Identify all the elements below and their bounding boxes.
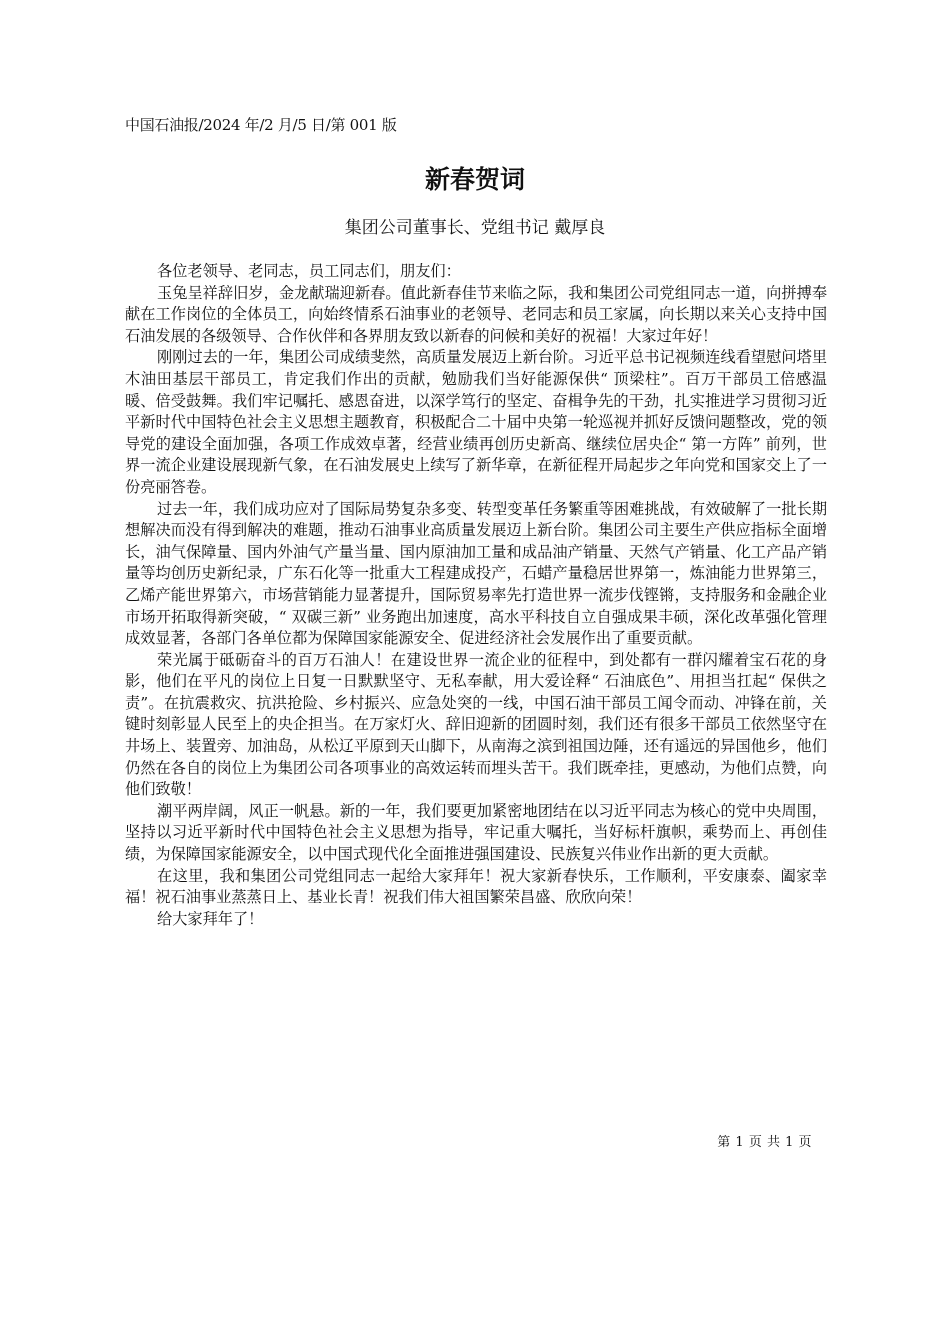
article-body xyxy=(125,261,827,930)
page-title: 新春贺词 xyxy=(424,165,525,194)
paragraph: 荣光属于砥砺奋斗的百万石油人！在建设世界一流企业的征程中，到处都有一群闪耀着宝石花的身影，他们在平凡的岗位上日复一日默默坚守、无私奉献，用大爱诠释“ 石油底色”、用担当扛起“ 保供之责”。在抗震救灾、抗洪抢险、乡村振兴、应急处突的一线，中国石油干部员工闻令而动、冲锋在前，关键时刻彰显人民至上的央企担当。在万家灯火、辞旧迎新的团圆时刻，我们还有很多干部员工依然坚守在井场上、装置旁、加油岛，从松辽平原到天山脚下，从南海之滨到祖国边陲，还有遥远的异国他乡，他们仍然在各自的岗位上为集团公司各项事业的高效运转而埋头苦干。我们既牵挂，更感动，为他们点赞，向他们致敬！ xyxy=(125,650,827,799)
paragraph: 过去一年，我们成功应对了国际局势复杂多变、转型变革任务繁重等困难挑战，有效破解了一批长期想解决而没有得到解决的难题，推动石油事业高质量发展迈上新台阶。集团公司主要生产供应指标全面增长，油气保障量、国内外油气产量当量、国内原油加工量和成品油产销量、天然气产销量、化工产品产销量等均创历史新纪录，广东石化等一批重大工程建成投产，石蜡产量稳居世界第一，炼油能力世界第三，乙烯产能世界第六，市场营销能力显著提升，国际贸易率先打造世界一流步伐铿锵，支持服务和金融企业市场开拓取得新突破，“ 双碳三新” 业务跑出加速度，高水平科技自立自强成果丰硕，深化改革强化管理成效显著，各部门各单位都为保障国家能源安全、促进经济社会发展作出了重要贡献。 xyxy=(125,499,827,648)
paragraph: 玉兔呈祥辞旧岁，金龙献瑞迎新春。值此新春佳节来临之际，我和集团公司党组同志一道，向拼搏奉献在工作岗位的全体员工，向始终情系石油事业的老领导、老同志和员工家属，向长期以来关心支持中国石油发展的各级领导、合作伙伴和各界朋友致以新春的问候和美好的祝福！大家过年好！ xyxy=(125,283,827,345)
page-number-footer: 第 1 页 共 1 页 xyxy=(717,1135,812,1150)
paragraph: 刚刚过去的一年，集团公司成绩斐然，高质量发展迈上新台阶。习近平总书记视频连线看望慰问塔里木油田基层干部员工，肯定我们作出的贡献，勉励我们当好能源保供“ 顶梁柱”。百万干部员工倍感温暖、倍受鼓舞。我们牢记嘱托、感恩奋进，以深学笃行的坚定、奋楫争先的干劲，扎实推进学习贯彻习近平新时代中国特色社会主义思想主题教育，积极配合二十届中央第一轮巡视并抓好反馈问题整改，党的领导党的建设全面加强，各项工作成效卓著，经营业绩再创历史新高、继续位居央企“ 第一方阵” 前列，世界一流企业建设展现新气象，在石油发展史上续写了新华章，在新征程开局起步之年向党和国家交上了一份亮丽答卷。 xyxy=(125,348,827,496)
author-byline: 集团公司董事长、党组书记 戴厚良 xyxy=(344,218,606,238)
source-line: 中国石油报/2024 年/2 月/5 日/第 001 版 xyxy=(125,116,397,134)
paragraph-salutation: 各位老领导、老同志，员工同志们，朋友们： xyxy=(157,262,461,280)
paragraph-closing: 给大家拜年了！ xyxy=(157,909,264,928)
paragraph: 在这里，我和集团公司党组同志一起给大家拜年！祝大家新春快乐，工作顺利，平安康泰、阖家幸福！祝石油事业蒸蒸日上、基业长青！祝我们伟大祖国繁荣昌盛、欣欣向荣！ xyxy=(125,866,827,907)
paragraph: 潮平两岸阔，风正一帆悬。新的一年，我们要更加紧密地团结在以习近平同志为核心的党中央周围，坚持以习近平新时代中国特色社会主义思想为指导，牢记重大嘱托，当好标杆旗帜，乘势而上、再创佳绩，为保障国家能源安全，以中国式现代化全面推进强国建设、民族复兴伟业作出新的更大贡献。 xyxy=(125,801,827,864)
